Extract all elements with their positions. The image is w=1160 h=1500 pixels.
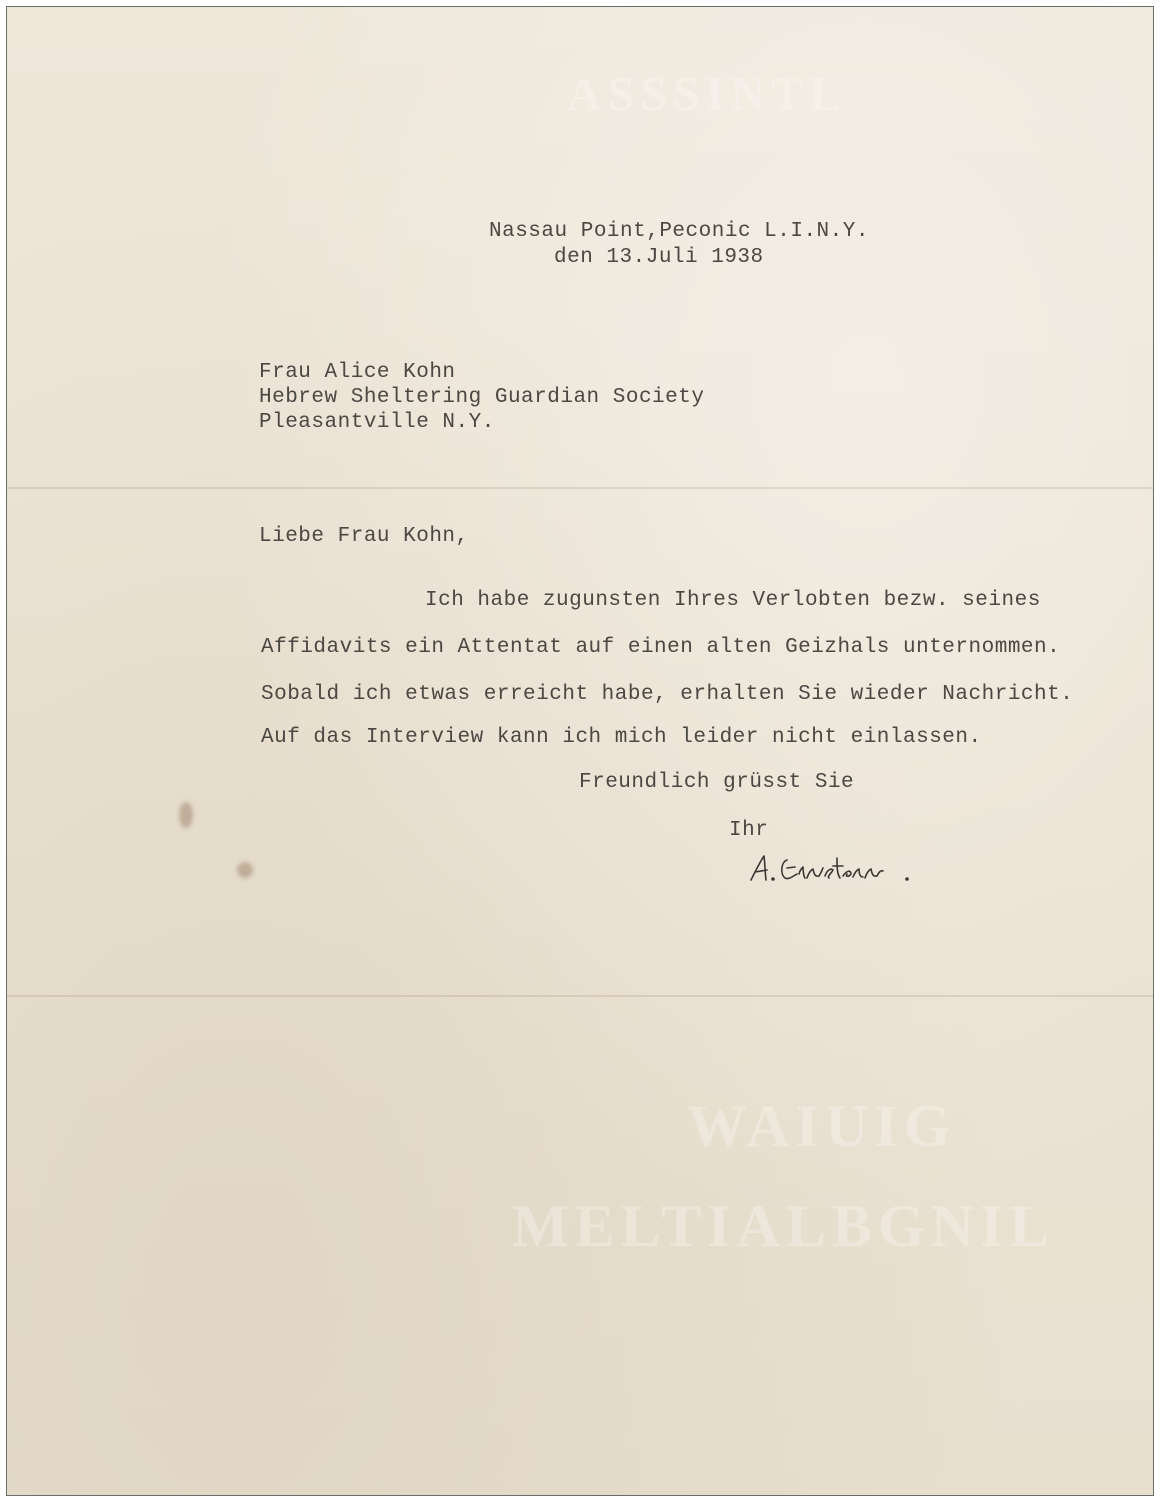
body-line: Sobald ich etwas erreicht habe, erhalten Sie wieder Nachricht. [261, 683, 1074, 706]
fold-line [7, 995, 1153, 997]
closing: Freundlich grüsst Sie [579, 771, 855, 794]
letter-place: Nassau Point,Peconic L.I.N.Y. [489, 220, 869, 243]
letter-sheet [6, 6, 1154, 1496]
watermark-remnant: WAIUIG [687, 1093, 957, 1159]
letter-date: den 13.Juli 1938 [554, 246, 764, 269]
recipient-name: Frau Alice Kohn [259, 361, 456, 384]
salutation: Liebe Frau Kohn, [259, 525, 469, 548]
watermark-remnant: ASSSINTL [567, 68, 848, 121]
fold-line [7, 487, 1153, 489]
stain [237, 862, 253, 878]
body-line: Ich habe zugunsten Ihres Verlobten bezw. seines [425, 589, 1041, 612]
recipient-city: Pleasantville N.Y. [259, 411, 495, 434]
body-line: Auf das Interview kann ich mich leider nicht einlassen. [261, 726, 982, 749]
closing-ihr: Ihr [729, 819, 769, 842]
recipient-organization: Hebrew Sheltering Guardian Society [259, 386, 705, 409]
stain [179, 802, 193, 828]
handwritten-signature [747, 850, 917, 890]
body-line: Affidavits ein Attentat auf einen alten Geizhals unternommen. [261, 636, 1061, 659]
watermark-remnant: MELTIALBGNIL [512, 1193, 1056, 1259]
